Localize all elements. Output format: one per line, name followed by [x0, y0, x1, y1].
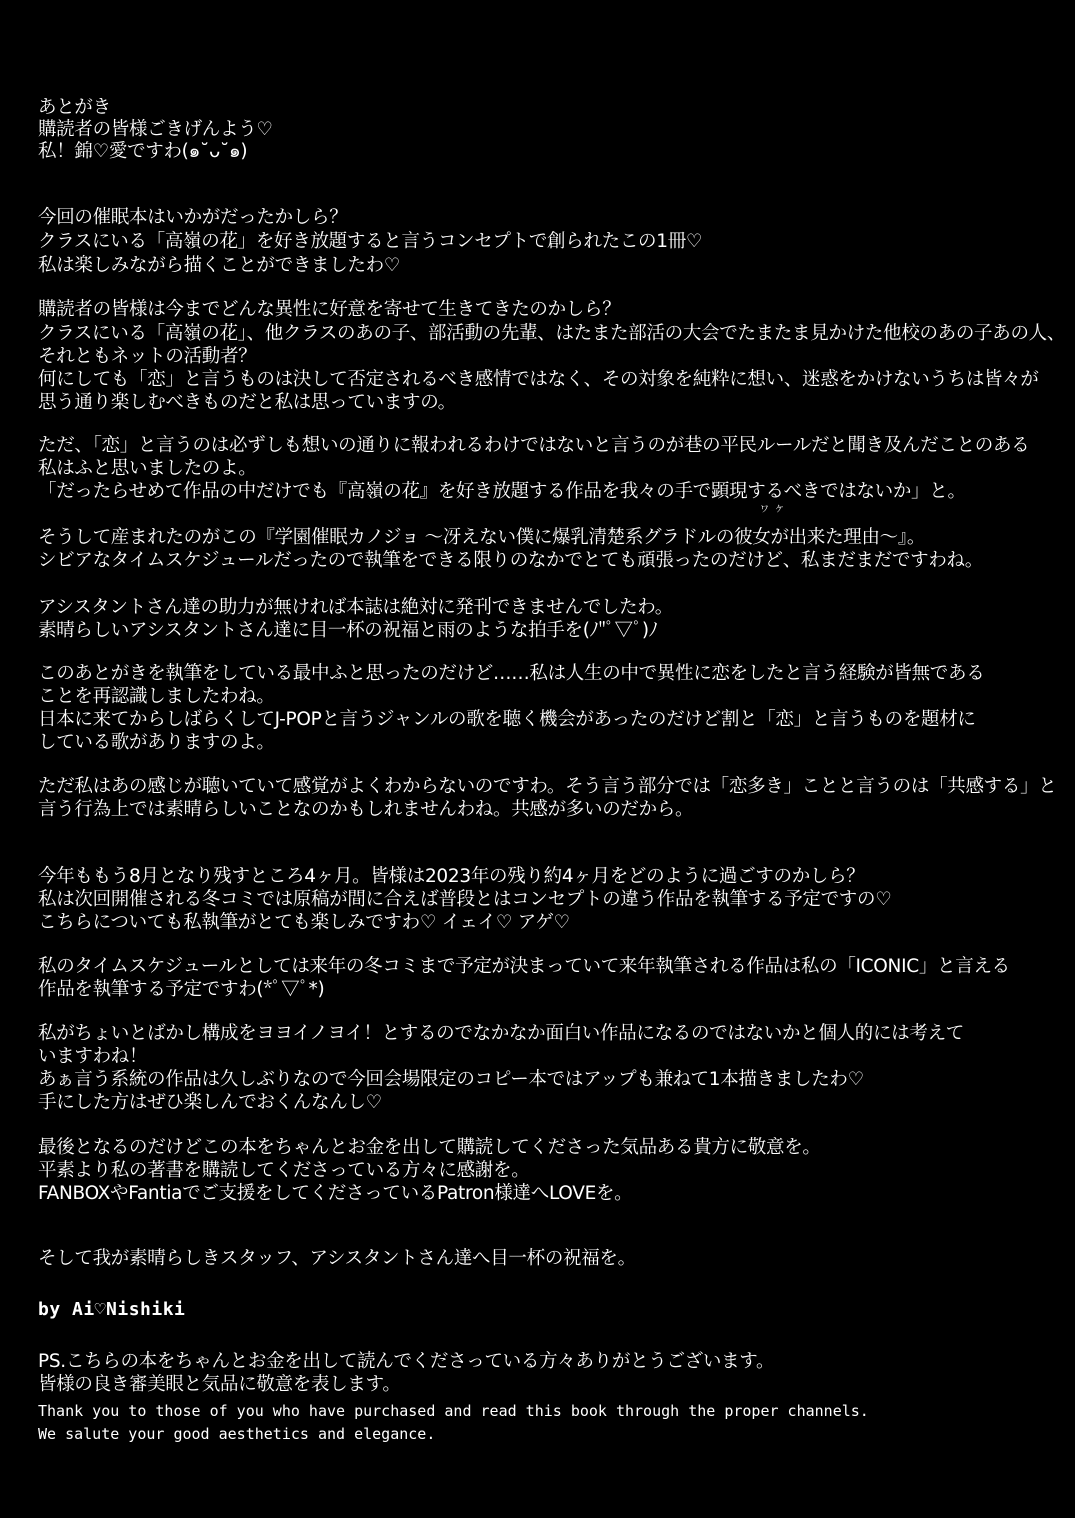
text-line: 私は次回開催される冬コミでは原稿が間に合えば普段とはコンセプトの違う作品を執筆する予定ですの♡: [38, 889, 892, 910]
text-line: 手にした方はぜひ楽しんでおくんなんし♡: [38, 1092, 382, 1113]
text-line: 購読者の皆様ごきげんよう♡: [38, 119, 273, 140]
text-line: 平素より私の著書を購読してくださっている方々に感謝を。: [38, 1160, 530, 1181]
text-line: アシスタントさん達の助力が無ければ本誌は絶対に発刊できませんでしたわ。: [38, 597, 673, 618]
text-line: FANBOXやFantiaでご支援をしてくださっているPatron様達へLOVEを。: [38, 1183, 633, 1204]
text-line: それともネットの活動者？: [38, 346, 257, 367]
text-line: こちらについても私執筆がとても楽しみですわ♡ イェイ♡ アゲ♡: [38, 912, 570, 933]
text-line: このあとがきを執筆をしている最中ふと思ったのだけど……私は人生の中で異性に恋をしたと言う経験が皆無である: [38, 663, 985, 684]
text-line: 言う行為上では素晴らしいことなのかもしれませんわね。共感が多いのだから。: [38, 799, 694, 820]
text-line: シビアなタイムスケジュールだったので執筆をできる限りのなかでとても頑張ったのだけど、私まだまだですわね。: [38, 550, 983, 571]
afterword-heading: あとがき: [38, 97, 111, 118]
text-line: ことを再認識しましたわね。: [38, 686, 275, 707]
text-line: そして我が素晴らしきスタッフ、アシスタントさん達へ目一杯の祝福を。: [38, 1248, 636, 1269]
text-line: 作品を執筆する予定ですわ(*ﾟ▽ﾟ*): [38, 979, 325, 1000]
text-line: 「だったらせめて作品の中だけでも『高嶺の花』を好き放題する作品を我々の手で顕現するべきではないか」と。: [38, 481, 966, 502]
ruby-annotation: ワケ: [760, 505, 791, 515]
text-line: クラスにいる「高嶺の花」、他クラスのあの子、部活動の先輩、はたまた部活の大会でたまたま見かけた他校のあの子あの人、: [38, 323, 1066, 344]
text-line: そうして産まれたのがこの『学園催眠カノジョ 〜冴えない僕に爆乳清楚系グラドルの彼女が出来た理由〜』。: [38, 527, 926, 548]
text-line: 購読者の皆様は今までどんな異性に好意を寄せて生きてきたのかしら？: [38, 299, 621, 320]
text-line: 最後となるのだけどこの本をちゃんとお金を出して購読してくださった気品ある貴方に敬意を。: [38, 1137, 821, 1158]
text-line: 私は楽しみながら描くことができましたわ♡: [38, 255, 401, 276]
text-line: 素晴らしいアシスタントさん達に目一杯の祝福と雨のような拍手を(ﾉ"ﾟ▽ﾟ)ﾉ: [38, 620, 658, 641]
text-line: 今年ももう8月となり残すところ4ヶ月。皆様は2023年の残り約4ヶ月をどのように過ごすのかしら？: [38, 866, 865, 887]
author-signature: by Ai♡Nishiki: [38, 1299, 186, 1320]
text-line: 私はふと思いましたのよ。: [38, 458, 257, 479]
text-line: 思う通り楽しむべきものだと私は思っていますの。: [38, 392, 456, 413]
postscript-line: 皆様の良き審美眼と気品に敬意を表します。: [38, 1374, 401, 1395]
text-line: 私のタイムスケジュールとしては来年の冬コミまで予定が決まっていて来年執筆される作品は私の「ICONIC」と言える: [38, 956, 1010, 977]
text-line: クラスにいる「高嶺の花」を好き放題すると言うコンセプトで創られたこの1冊♡: [38, 231, 703, 252]
text-line: いますわね！: [38, 1046, 148, 1067]
text-line: している歌がありますのよ。: [38, 732, 275, 753]
postscript-line: PS.こちらの本をちゃんとお金を出して読んでくださっている方々ありがとうございます。: [38, 1351, 775, 1372]
text-line: 日本に来てからしばらくしてJ-POPと言うジャンルの歌を聴く機会があったのだけど割と「恋」と言うものを題材に: [38, 709, 976, 730]
text-line: 今回の催眠本はいかがだったかしら？: [38, 207, 348, 228]
english-line: We salute your good aesthetics and elegance.: [38, 1425, 436, 1443]
text-line: ただ、「恋」と言うのは必ずしも想いの通りに報われるわけではないと言うのが巷の平民ルールだと聞き及んだことのある: [38, 435, 1030, 456]
english-line: Thank you to those of you who have purchased and read this book through the proper channels.: [38, 1402, 869, 1420]
text-line: 私！錦♡愛ですわ(๑˘ᴗ˘๑): [38, 141, 248, 162]
text-line: ただ私はあの感じが聴いていて感覚がよくわからないのですわ。そう言う部分では「恋多き」ことと言うのは「共感する」と: [38, 776, 1057, 797]
text-line: あぁ言う系統の作品は久しぶりなので今回会場限定のコピー本ではアップも兼ねて1本描きましたわ♡: [38, 1069, 864, 1090]
text-line: 私がちょいとばかし構成をヨヨイノヨイ！とするのでなかなか面白い作品になるのではないかと個人的には考えて: [38, 1023, 964, 1044]
text-line: 何にしても「恋」と言うものは決して否定されるべき感情ではなく、その対象を純粋に想い、迷惑をかけないうちは皆々が: [38, 369, 1039, 390]
